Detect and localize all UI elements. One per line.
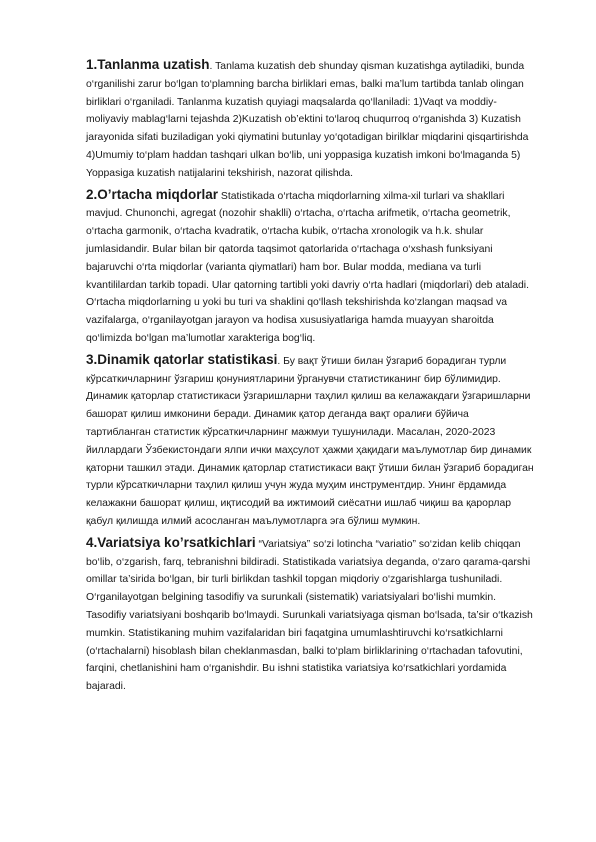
section-body: . Tanlama kuzatish deb shunday qisman kuzatishga aytiladiki, bunda o‘rganilishi zarur bo‘lgan to‘plamning barcha birliklari emas, balki ma’lum tartibda tanlab olingan birliklari o‘rganiladi. Tanlanma kuzatish quyiagi maqsalarda qo‘llaniladi: 1)Vaqt va moddiy-moliyaviy mablag‘larni tejashda 2)Kuzatish ob’ektini to‘laroq chuqurroq o‘rganishda 3) Kuzatish jarayonida sifati buziladigan yoki qiymatini butunlay yo‘qotadigan birilklar miqdarini qisqartirishda 4)Umumiy to‘plam haddan tashqari ulkan bo‘lib, uni yoppasiga kuzatish imkoni bo‘lmaganda 5) Yoppasiga kuzatish natijalarini tekshirish, nazorat qilishda.: [86, 61, 529, 179]
section-variatsiya: [86, 534, 534, 696]
section-body: “Variatsiya” so‘zi lotincha “variatio” so‘zidan kelib chiqqan bo‘lib, o‘zgarish, farq, tebranishni bildiradi. Statistikada variatsiya deganda, o‘zaro qarama-qarshi omillar ta’sirida bo‘lgan, bir turli birlikdan tashkil topgan miqdoriy o‘zgarishlarga tushuniladi. O‘rganilayotgan belgining tasodifiy va surunkali (sistematik) variatsiyalari bo‘lishi mumkin. Tasodifiy variatsiyani boshqarib bo‘lmaydi. Surunkali variatsiyaga qisman bo‘lsada, ta’sir o‘tkazish mumkin. Statistikaning muhim vazifalaridan biri faqatgina umumlashtiruvchi ko‘rsatkichlarni (o‘rtachalarni) hisoblash bilan cheklanmasdan, balki to‘plam birliklarining o‘rtachadan tafovutini, farqini, chetlanishini ham o‘rganishdir. Bu ishni statistika variatsiya ko‘rsatkichlari yordamida bajaradi.: [86, 538, 533, 693]
section-body: Statistikada o‘rtacha miqdorlarning xilma-xil turlari va shakllari mavjud. Chunonchi, agregat (nozohir shaklli) o‘rtacha, o‘rtacha arifmetik, o‘rtacha geometrik, o‘rtacha garmonik, o‘rtacha kvadratik, o‘rtacha kubik, o‘rtacha xronologik va h.k. shular jumlasidandir. Bular bilan bir qatorda taqsimot qatorlarida o‘rtachaga o‘xshash funksiyani bajaruvchi o‘rta miqdorlar (varianta qiymatlari) ham bor. Bular modda, mediana va turli kvantililardan tarkib topadi. Ular qatorning tartibli yoki davriy o‘rta hadlari (miqdorlari) deb ataladi. O‘rtacha miqdorlarning u yoki bu turi va shaklini qo‘llash tekshirishda ko‘zlangan maqsad va vazifalarga, o‘rganilayotgan jarayon va hodisa xususiyatlariga hamda muayyan sharoitda qo‘limizda bo‘lgan ma’lumotlar xarakteriga bog‘liq.: [86, 190, 529, 344]
section-ortacha: [86, 186, 534, 348]
section-heading: 2.O’rtacha miqdorlar: [86, 186, 219, 202]
section-heading: 3.Dinamik qatorlar statistikasi: [86, 351, 278, 367]
section-body: . Бу вақт ўтиши билан ўзгариб борадиган турли кўрсаткичларнинг ўзгариш қонуниятларини ўрганувчи статистиканинг бир бўлимидир. Динамик қаторлар статистикаси ўзгаришларни таҳлил қилиш ва келажакдаги ўзгаришларни башорат қилиш имконини беради. Динамик қатор деганда вақт оралиғи бўйича тартибланган статистик кўрсаткичларнинг мажмуи тушунилади. Масалан, 2020-2023 йиллардаги Ўзбекистондаги ялпи ички маҳсулот ҳажми ҳақидаги маълумотлар бир динамик қаторни ташкил этади. Динамик қаторлар статистикаси вақт ўтиши билан ўзгариб борадиган турли кўрсаткичларни таҳлил қилиш учун жуда муҳим инструментдир. Унинг ёрдамида келажакни башорат қилиш, иқтисодий ва ижтимоий сиёсатни ишлаб чиқиш ва қарорлар қабул қилишда илмий асосланган маълумотларга эга бўлиш мумкин.: [86, 355, 534, 527]
section-heading: 1.Tanlanma uzatish: [86, 57, 210, 72]
section-tanlanma: [86, 56, 534, 183]
section-dinamik: [86, 351, 534, 531]
section-heading: 4.Variatsiya ko’rsatkichlari: [86, 534, 256, 550]
